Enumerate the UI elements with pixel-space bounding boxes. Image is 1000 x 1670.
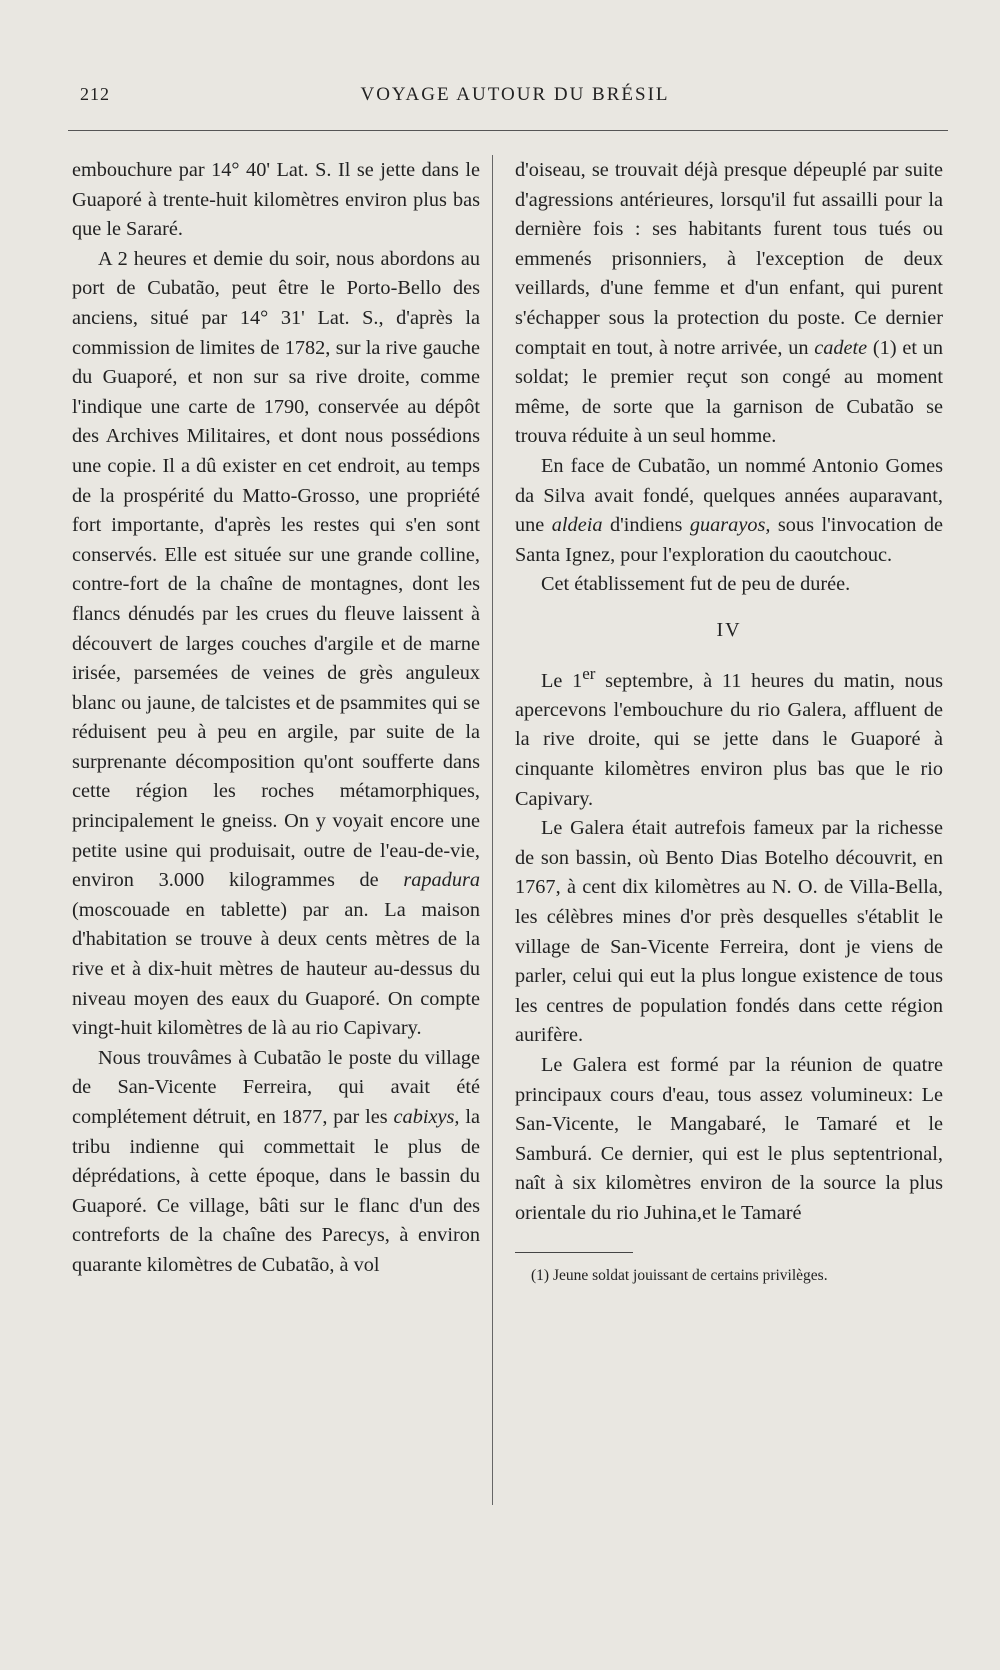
- paragraph-text: d'indiens: [602, 514, 690, 537]
- paragraph-text: (1) et un soldat; le premier reçut son congé au moment même, de sorte que la garnison de Cubatão se trouva réduite à un seul homme.: [515, 336, 943, 448]
- italic-term: cadete: [814, 336, 868, 359]
- left-column: [72, 156, 480, 1281]
- header-rule: [68, 130, 948, 131]
- paragraph-text: En face de Cubatão, un nommé Antonio Gomes da Silva avait fondé, quelques années auparavant, une: [515, 454, 943, 537]
- right-column: [515, 156, 943, 1285]
- italic-term: aldeia: [551, 514, 603, 537]
- paragraph: [515, 659, 943, 815]
- italic-term: cabixys,: [393, 1106, 460, 1128]
- paragraph: [515, 452, 943, 570]
- page-header: [80, 84, 950, 114]
- footnote-rule: [515, 1252, 633, 1253]
- italic-term: rapadura: [403, 869, 480, 892]
- paragraph: [72, 1044, 480, 1281]
- paragraph-text: sous l'invocation de Santa Ignez, pour l'exploration du caoutchouc.: [515, 514, 943, 566]
- column-divider: [492, 155, 493, 1505]
- footnote: (1) Jeune soldat jouissant de certains privilèges.: [531, 1266, 828, 1284]
- paragraph: Le Galera est formé par la réunion de quatre principaux cours d'eau, tous assez volumineux: Le San-Vicente, le Mangabaré, le Tamaré et le Samburá. Ce dernier, qui est le plus septentrional, naît à six kilomètres environ de la source la plus orientale du rio Juhina,et le Tamaré: [515, 1053, 943, 1224]
- paragraph: Le Galera était autrefois fameux par la richesse de son bassin, où Bento Dias Botelho découvrit, en 1767, à cent dix kilomètres au N. O. de Villa-Bella, les célèbres mines d'or près desquelles s'établit le village de San-Vicente Ferreira, dont je viens de parler, celui qui eut la plus longue existence de tous les centres de population fondés dans cette région aurifère.: [515, 817, 943, 1047]
- paragraph-text: septembre, à 11 heures du matin, nous apercevons l'embouchure du rio Galera, affluent de la rive droite, qui se jette dans le Guaporé à cinquante kilomètres environ plus bas que le rio Capivary.: [515, 669, 943, 810]
- italic-term: guarayos,: [689, 514, 771, 537]
- paragraph: [72, 245, 480, 1044]
- paragraph-text: (moscouade en tablette) par an. La maison d'habitation se trouve à deux cents mètres de la rive et à dix-huit mètres de hauteur au-dessus du niveau moyen des eaux du Guaporé. On compte vingt-huit kilomètres de là au rio Capivary.: [72, 898, 480, 1040]
- paragraph-text: d'oiseau, se trouvait déjà presque dépeuplé par suite d'agressions antérieures, lorsqu'il fut assailli pour la dernière fois : ses habitants furent tous tués ou emmenés prisonniers, à l'exception de deux veillards, d'une femme et d'un enfant, qui purent s'échapper sous la protection du poste. Ce dernier comptait en tout, à notre arrivée, un: [515, 159, 943, 359]
- paragraph-text: Le 1: [541, 669, 583, 692]
- paragraph: [515, 156, 943, 452]
- paragraph-text: Nous trouvâmes à Cubatão le poste du village de San-Vicente Ferreira, qui avait été complétement détruit, en 1877, par les: [72, 1046, 480, 1128]
- superscript: er: [582, 663, 596, 683]
- paragraph-text: A 2 heures et demie du soir, nous abordons au port de Cubatão, peut être le Porto-Bello des anciens, situé par 14° 31' Lat. S., d'après la commission de limites de 1782, sur la rive gauche du Guaporé, et non sur sa rive droite, comme l'indique une carte de 1790, conservée au dépôt des Archives Militaires, et dont nous possédions une copie. Il a dû exister en cet endroit, au temps de la prospérité du Matto-Grosso, une propriété fort importante, d'après les restes qui s'en sont conservés. Elle est située sur une grande colline, contre-fort de la chaîne de montagnes, dont les flancs dénudés par les crues du fleuve laissent à découvert de larges couches d'argile et de marne irisée, parsemées de veines de grès anguleux blanc ou jaune, de talcistes et de psammites qui se réduisent peu à peu en argile, par suite de la surprenante décomposition qu'ont soufferte dans cette région les roches métamorphiques, principalement le gneiss. On y voyait encore une petite usine qui produisait, outre de l'eau-de-vie, environ 3.000 kilogrammes de: [72, 247, 480, 892]
- page-number: 212: [80, 84, 110, 104]
- paragraph: embouchure par 14° 40' Lat. S. Il se jette dans le Guaporé à trente-huit kilomètres environ plus bas que le Sararé.: [72, 159, 480, 241]
- section-heading: IV: [716, 618, 742, 641]
- paragraph-text: la tribu indienne qui commettait le plus de déprédations, à cette époque, dans le bassin du Guaporé. Ce village, bâti sur le flanc d'un des contreforts de la chaîne des Parecys, à environ quarante kilomètres de Cubatão, à vol: [72, 1106, 480, 1276]
- paragraph: Cet établissement fut de peu de durée.: [541, 573, 851, 596]
- running-title: VOYAGE AUTOUR DU BRÉSIL: [360, 84, 670, 105]
